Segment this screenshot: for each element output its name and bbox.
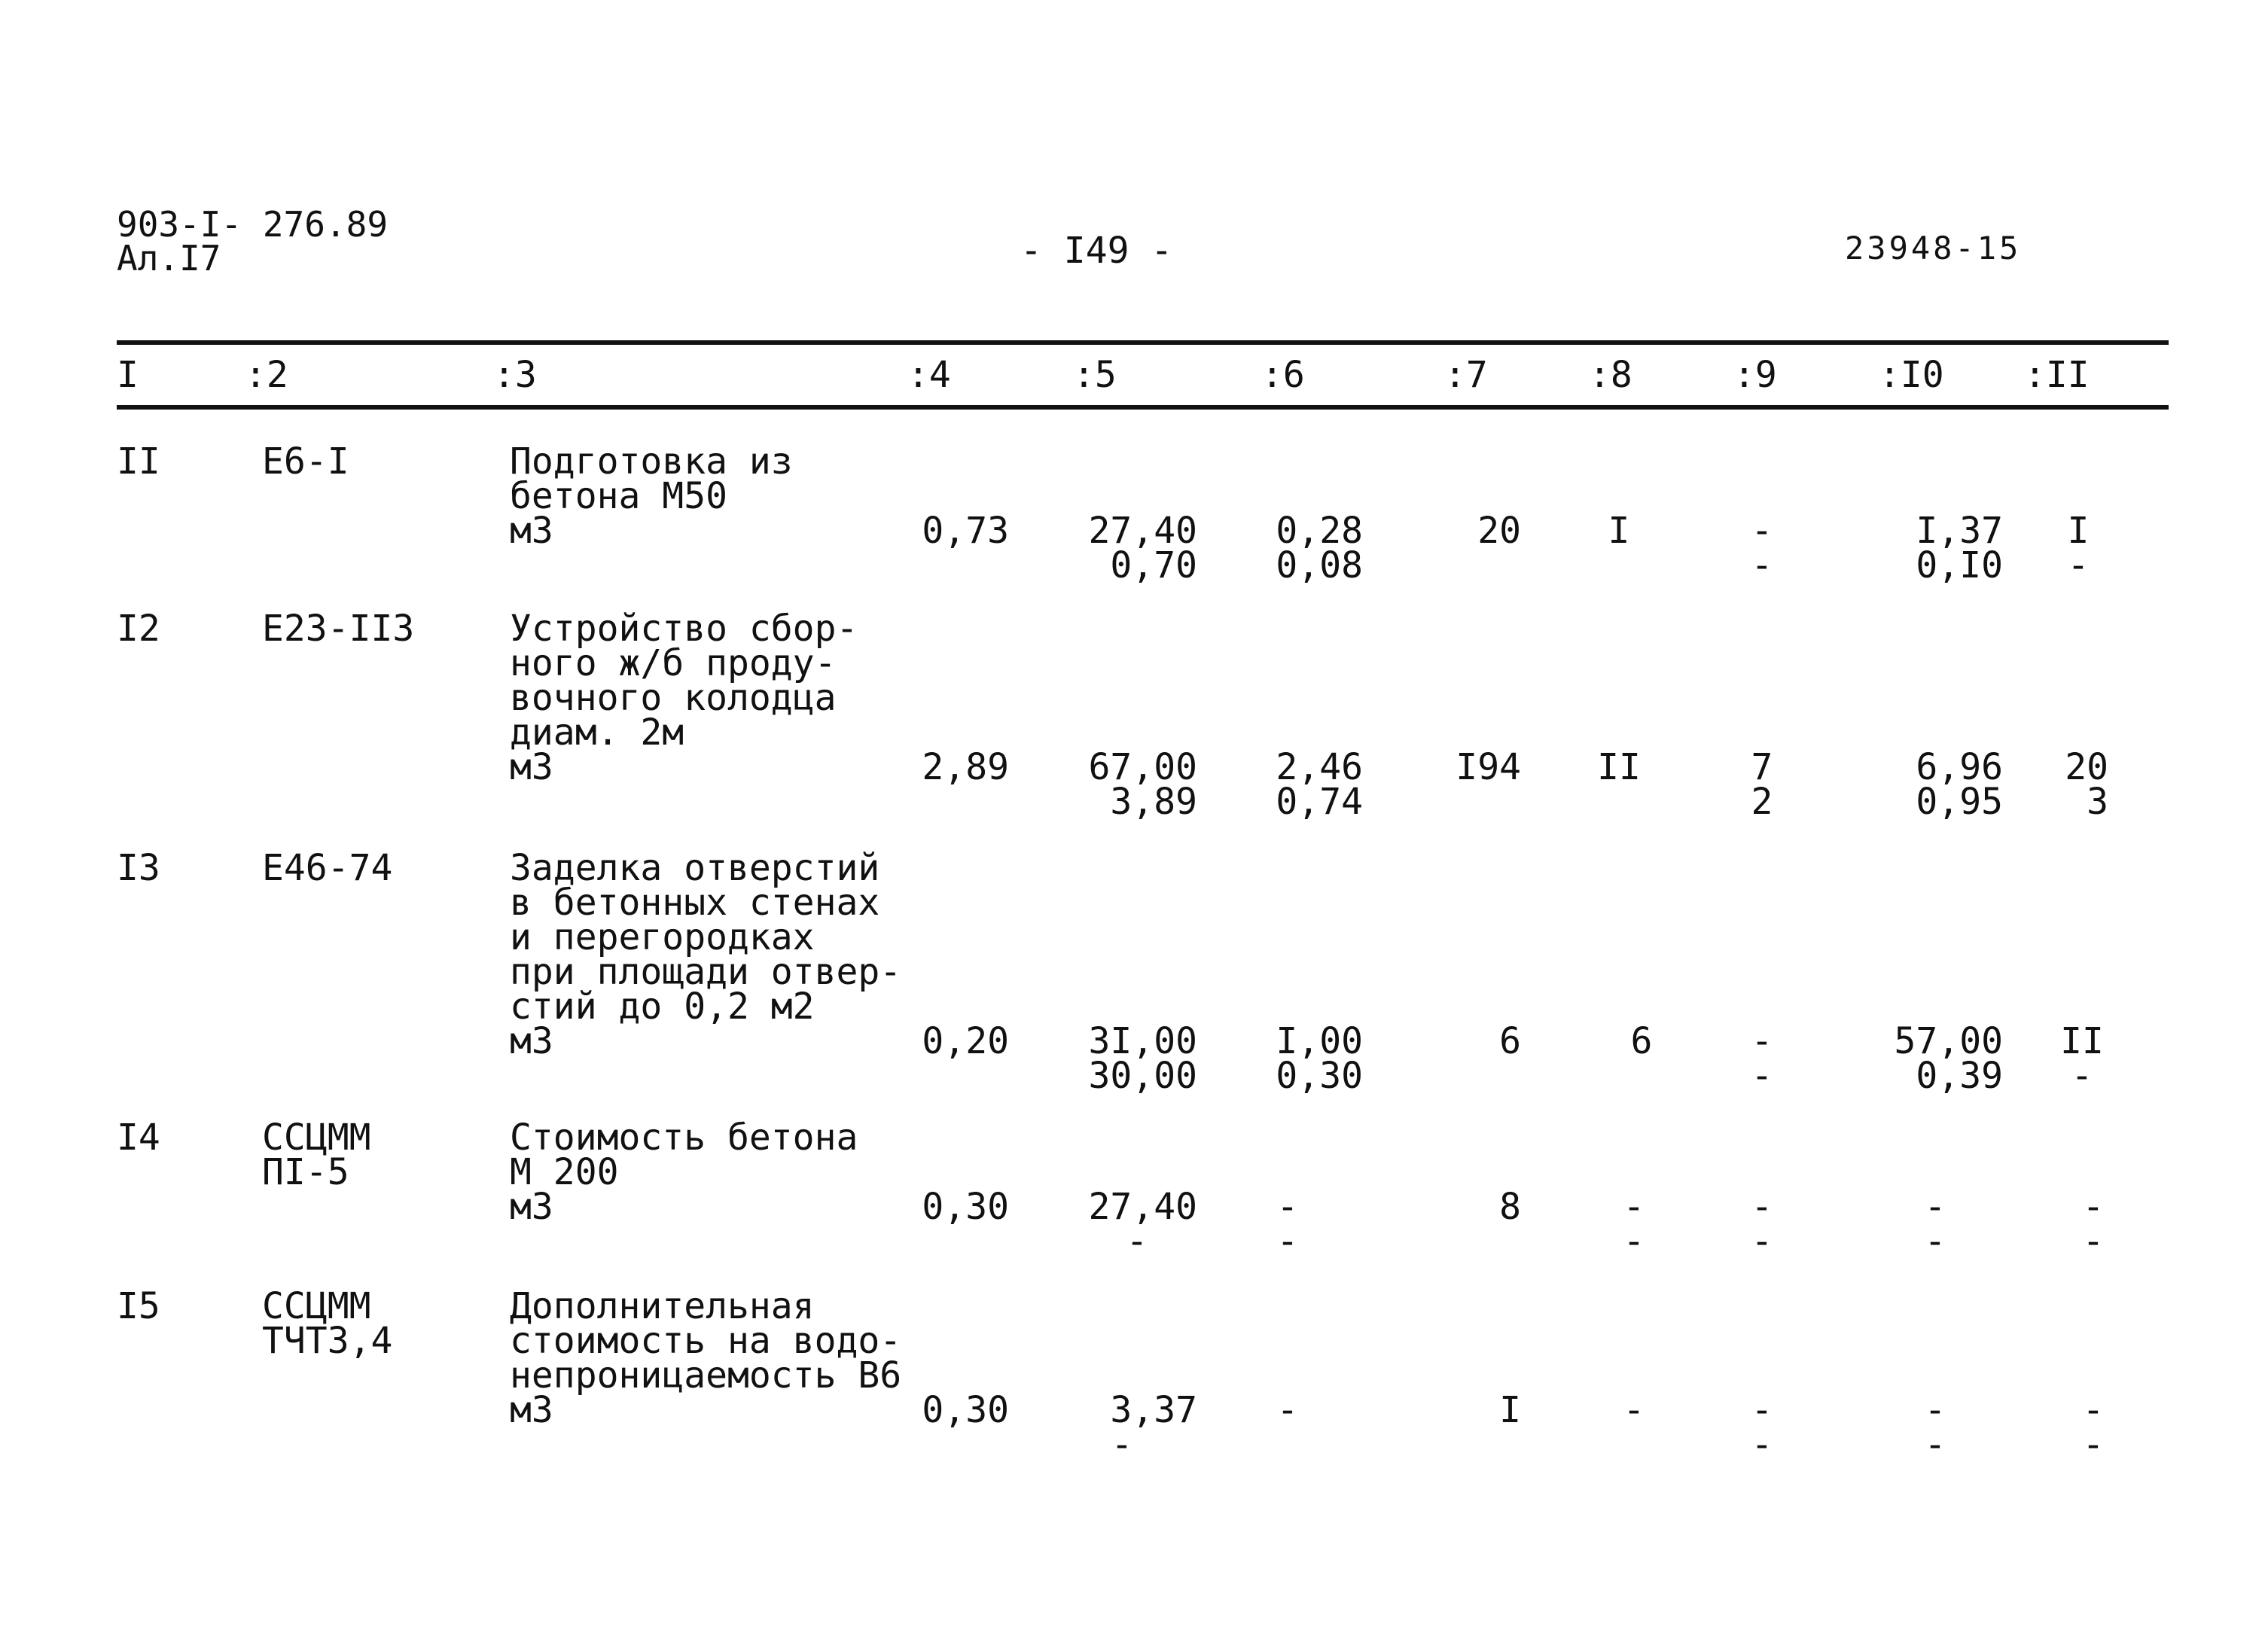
cost-value: II	[2060, 1020, 2104, 1062]
cost-value: -	[1751, 1424, 1773, 1466]
work-description: М 200	[510, 1151, 619, 1193]
cost-value: 3	[2087, 781, 2108, 823]
work-description: стоимость на водо-	[510, 1320, 902, 1362]
cost-value: -	[1751, 510, 1773, 552]
work-description: Заделка отверстий	[510, 847, 880, 889]
sheet-number: Ал.I7	[117, 238, 221, 279]
column-header: I	[117, 354, 139, 396]
cost-value: I	[1608, 510, 1630, 552]
unit: м3	[510, 510, 553, 552]
column-header: :5	[1073, 354, 1117, 396]
column-header: :4	[907, 354, 951, 396]
cost-value: 6	[1630, 1020, 1653, 1062]
work-description: Подготовка из	[510, 440, 793, 483]
cost-value: 6,96	[1916, 746, 2003, 788]
column-header: :I0	[1879, 354, 1944, 396]
cost-value: 6	[1499, 1020, 1521, 1062]
work-description: Устройство сбор-	[510, 608, 858, 650]
unit-cost: 30,00	[1088, 1055, 1197, 1097]
cost-value: II	[1597, 746, 1641, 788]
cost-value: 0,I0	[1916, 544, 2003, 586]
work-description: Дополнительная	[510, 1285, 815, 1327]
cost-value: -	[2082, 1389, 2105, 1431]
cost-value: -	[2082, 1186, 2105, 1228]
cost-value: -	[2082, 1424, 2105, 1466]
unit-cost: 67,00	[1088, 746, 1197, 788]
work-description: и перегородках	[510, 916, 815, 958]
norm-code: Е6-I	[262, 440, 349, 483]
cost-value: -	[1751, 1186, 1773, 1228]
cost-value: -	[2082, 1220, 2105, 1263]
unit-cost: 3,89	[1110, 781, 1197, 823]
unit: м3	[510, 1389, 553, 1431]
quantity: 0,20	[922, 1020, 1009, 1062]
cost-value: 57,00	[1894, 1020, 2003, 1062]
column-header: :9	[1733, 354, 1777, 396]
work-description: Стоимость бетона	[510, 1116, 858, 1159]
cost-value: 0,30	[1276, 1055, 1363, 1097]
cost-value: -	[1623, 1220, 1645, 1263]
row-number: I3	[117, 847, 160, 889]
cost-value: -	[1924, 1389, 1946, 1431]
row-number: I2	[117, 608, 160, 650]
column-header: :2	[245, 354, 288, 396]
unit: м3	[510, 1186, 553, 1228]
cost-value: 7	[1751, 746, 1773, 788]
unit: м3	[510, 746, 553, 788]
cost-value: 0,08	[1276, 544, 1363, 586]
cost-value: -	[1623, 1186, 1645, 1228]
cost-value: -	[2071, 1055, 2093, 1097]
unit-cost: 3I,00	[1088, 1020, 1197, 1062]
unit-cost: -	[1111, 1424, 1133, 1466]
cost-value: -	[1924, 1186, 1946, 1228]
cost-value: 20	[1477, 510, 1521, 552]
cost-value: -	[1276, 1186, 1299, 1228]
table-top-rule	[117, 340, 2169, 345]
cost-value: 2	[1751, 781, 1773, 823]
quantity: 2,89	[922, 746, 1009, 788]
cost-value: -	[1924, 1220, 1946, 1263]
norm-code: Е23-II3	[262, 608, 415, 650]
column-header: :8	[1589, 354, 1632, 396]
column-header: :7	[1444, 354, 1488, 396]
work-description: при площади отвер-	[510, 951, 902, 993]
cost-value: I,00	[1276, 1020, 1363, 1062]
cost-value: -	[1623, 1389, 1645, 1431]
work-description: диам. 2м	[510, 711, 684, 754]
cost-value: I	[1499, 1389, 1521, 1431]
cost-value: 2,46	[1276, 746, 1363, 788]
archive-code: 23948-15	[1845, 230, 2022, 267]
cost-value: 0,95	[1916, 781, 2003, 823]
column-header: :II	[2024, 354, 2090, 396]
work-description: бетона М50	[510, 475, 727, 517]
column-header: :3	[493, 354, 537, 396]
cost-value: -	[1751, 1389, 1773, 1431]
norm-code: Е46-74	[262, 847, 393, 889]
unit: м3	[510, 1020, 553, 1062]
cost-value: I,37	[1916, 510, 2003, 552]
cost-value: 0,28	[1276, 510, 1363, 552]
quantity: 0,30	[922, 1186, 1009, 1228]
norm-code: ССЦММ	[262, 1285, 371, 1327]
cost-value: I	[2067, 510, 2090, 552]
norm-code: ТЧТ3,4	[262, 1320, 393, 1362]
row-number: II	[117, 440, 160, 483]
cost-value: 0,39	[1916, 1055, 2003, 1097]
work-description: ного ж/б проду-	[510, 642, 837, 684]
work-description: вочного колодца	[510, 677, 837, 719]
cost-value: -	[1751, 544, 1773, 586]
cost-value: -	[2067, 544, 2090, 586]
cost-value: 8	[1499, 1186, 1521, 1228]
unit-cost: 27,40	[1088, 1186, 1197, 1228]
quantity: 0,73	[922, 510, 1009, 552]
cost-value: -	[1751, 1220, 1773, 1263]
unit-cost: 27,40	[1088, 510, 1197, 552]
work-description: стий до 0,2 м2	[510, 985, 815, 1028]
document-number: 903-I- 276.89	[117, 204, 389, 245]
cost-value: I94	[1456, 746, 1521, 788]
unit-cost: 3,37	[1110, 1389, 1197, 1431]
row-number: I4	[117, 1116, 160, 1159]
quantity: 0,30	[922, 1389, 1009, 1431]
cost-value: -	[1276, 1220, 1299, 1263]
cost-value: -	[1276, 1389, 1299, 1431]
work-description: непроницаемость В6	[510, 1354, 902, 1397]
column-header: :6	[1261, 354, 1305, 396]
page-number: - I49 -	[1020, 230, 1173, 272]
unit-cost: -	[1126, 1220, 1148, 1263]
table-header-rule	[117, 405, 2169, 410]
cost-value: 0,74	[1276, 781, 1363, 823]
unit-cost: 0,70	[1110, 544, 1197, 586]
norm-code: ПI-5	[262, 1151, 349, 1193]
norm-code: ССЦММ	[262, 1116, 371, 1159]
cost-value: -	[1751, 1055, 1773, 1097]
cost-value: -	[1924, 1424, 1946, 1466]
cost-value: 20	[2065, 746, 2108, 788]
work-description: в бетонных стенах	[510, 882, 880, 924]
cost-value: -	[1751, 1020, 1773, 1062]
row-number: I5	[117, 1285, 160, 1327]
